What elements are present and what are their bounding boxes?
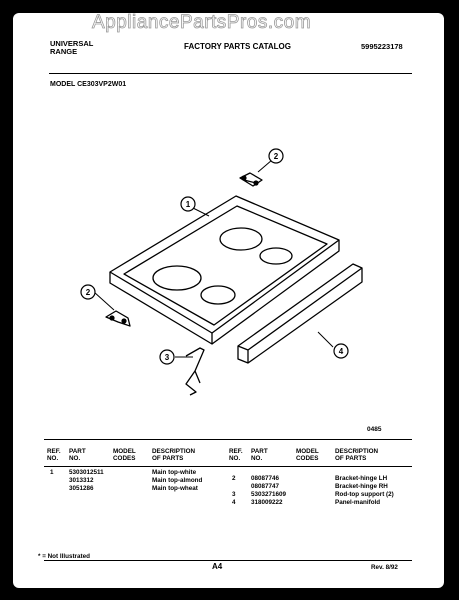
cooktop-edge-right xyxy=(212,240,339,344)
catalog-title: FACTORY PARTS CATALOG xyxy=(184,42,291,51)
footer-rule xyxy=(44,560,412,561)
burner-large-back xyxy=(220,228,262,250)
col-desc-right: DESCRIPTION OF PARTS xyxy=(335,448,379,463)
cooktop-edge xyxy=(110,272,212,344)
revision: Rev. 8/92 xyxy=(371,564,398,571)
watermark: AppliancePartsPros.com xyxy=(92,12,312,33)
support-rod xyxy=(186,348,204,395)
burner-small-front xyxy=(201,286,235,304)
right-row-1-ref: 2 xyxy=(232,475,236,482)
right-row-3-ref: 3 xyxy=(232,491,236,498)
callout-2-top-label: 2 xyxy=(273,152,279,161)
left-row-2-desc: Main top-almond xyxy=(152,477,203,484)
callout-1-label: 1 xyxy=(185,200,191,209)
right-row-3-part: 5303271609 xyxy=(251,491,287,498)
table-header-rule xyxy=(44,466,412,467)
col-desc-left: DESCRIPTION OF PARTS xyxy=(152,448,196,463)
right-row-1-desc: Bracket-hinge LH xyxy=(335,475,388,482)
drawing-code: 0485 xyxy=(367,426,382,433)
col-model-left: MODEL CODES xyxy=(113,448,136,463)
right-row-4-desc: Panel-manifold xyxy=(335,499,381,506)
right-row-2-part: 08087747 xyxy=(251,483,280,490)
brand-line1: UNIVERSAL xyxy=(50,39,94,48)
callout-4-label: 4 xyxy=(338,347,344,356)
left-row-2-part: 3013312 xyxy=(69,477,94,484)
left-row-1-part: 5303012511 xyxy=(69,469,104,476)
right-row-2-desc: Bracket-hinge RH xyxy=(335,483,388,490)
right-row-4-ref: 4 xyxy=(232,499,236,506)
right-row-4-part: 318009222 xyxy=(251,499,283,506)
left-row-1-desc: Main top-white xyxy=(152,469,197,476)
cooktop-inner xyxy=(124,206,327,325)
burner-large-front xyxy=(153,266,201,290)
left-row-3-desc: Main top-wheat xyxy=(152,485,198,492)
col-ref-right: REF. NO. xyxy=(229,448,243,463)
table-top-rule xyxy=(44,439,412,440)
col-part-right: PART NO. xyxy=(251,448,268,463)
brand-line2: RANGE xyxy=(50,47,78,56)
col-model-right: MODEL CODES xyxy=(296,448,319,463)
callout-2-left-label: 2 xyxy=(85,288,91,297)
catalog-number: 5995223178 xyxy=(361,42,403,51)
right-row-3-desc: Rod-top support (2) xyxy=(335,491,394,498)
right-row-1-part: 08087746 xyxy=(251,475,280,482)
col-ref-left: REF. NO. xyxy=(47,448,61,463)
footnote: * = Not Illustrated xyxy=(38,553,90,560)
col-part-left: PART NO. xyxy=(69,448,86,463)
left-row-3-part: 3051286 xyxy=(69,485,94,492)
page-number: A4 xyxy=(212,562,223,571)
callout-3-label: 3 xyxy=(164,353,170,362)
burner-small-right xyxy=(260,248,292,264)
model-label: MODEL CE303VP2W01 xyxy=(50,81,127,88)
cooktop-outline xyxy=(110,196,339,333)
left-row-1-ref: 1 xyxy=(50,469,54,476)
